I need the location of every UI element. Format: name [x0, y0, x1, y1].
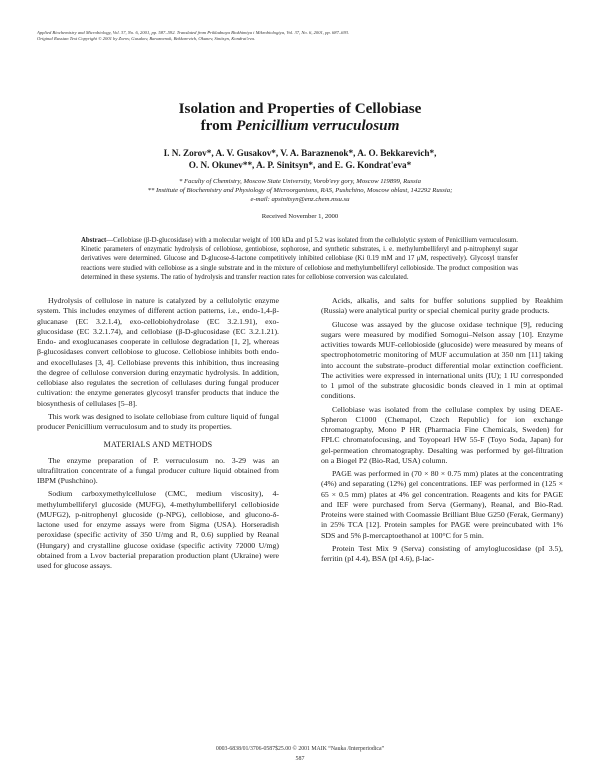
- methods-paragraph-3: Acids, alkalis, and salts for buffer solutions supplied by Reakhim (Russia) were analytical purity or special chemical purity grade products.: [321, 296, 563, 316]
- authors-line-2: O. N. Okunev**, A. P. Sinitsyn*, and E. G. Kondrat'eva*: [188, 160, 412, 170]
- methods-paragraph-7: Protein Test Mix 9 (Serva) consisting of amyloglucosidase (pI 3.5), ferritin (pI 4.4), BSA (pI 4.6), β-lac-: [321, 543, 563, 563]
- copyright-footer: 0003-6838/01/3706-0587$25.00 © 2001 MAIK “Nauka /Interperiodica”: [215, 746, 385, 752]
- paper-title: [0, 100, 600, 134]
- affiliation-2: ** Institute of Biochemistry and Physiology of Microorganisms, RAS, Pushchino, Moscow oblast, 142292 Russia;: [147, 187, 453, 194]
- affiliations: [0, 177, 600, 204]
- abstract: [81, 236, 518, 282]
- received-date: Received November 1, 2000: [261, 213, 339, 220]
- right-column: [321, 296, 563, 567]
- authors-line-1: I. N. Zorov*, A. V. Gusakov*, V. A. Baraznenok*, A. O. Bekkarevich*,: [163, 148, 437, 158]
- abstract-text: —Cellobiase (β-D-glucosidase) with a molecular weight of 100 kDa and pI 5.2 was isolated from the cellulolytic system of Penicillium verruculosum. Kinetic parameters of enzymatic hydrolysis of cellobiose, gentiobiose, sophorose, and synthetic substrates, i. e. methylumbelliferyl and p-nitrophenyl sugar derivatives were determined. Glucose and D-glucose-δ-lactone competitively inhibited cellobiase (Ki 0.19 mM and 17 μM, respectively). Glycosyl transfer reactions were studied with cellobiose as a single substrate and in the mixture of cellobiose and methylumbelliferyl cellobioside. The product composition was determined in these systems. The ratio of hydrolysis and transfer reaction rates for cellobiose conversion was calculated.: [81, 237, 518, 281]
- intro-paragraph-1: Hydrolysis of cellulose in nature is catalyzed by a cellulolytic enzyme system. This includes enzymes of different action patterns, i.e., endo-1,4-β-glucanase (EC 3.2.1.4), exo-cellobiohydrolase (EC 3.2.1.91), exo-glucosidase (EC 3.2.1.74), and cellobiase (β-D-glucosidase (EC 3.2.1.21). Endo- and exoglucanases cooperate in cellulose degradation [1, 2], whereas β-glucosidases convert cellobiose to glucose. Cellobiose inhibits both endo- and exocellulases [3, 4]. Cellobiase prevents this inhibition, thus increasing the degree of cellulose conversion during enzymatic hydrolysis. In addition, cellobiase also regulates the secretion of cellulases during fungal producer cultivation: the enzyme generates glycosyl transfer products that induce the biosynthesis of cellulases [5–8].: [37, 296, 279, 408]
- intro-paragraph-2: This work was designed to isolate cellobiase from culture liquid of fungal producer Penicillium verruculosum and to study its properties.: [37, 411, 279, 431]
- methods-paragraph-4: Glucose was assayed by the glucose oxidase technique [9], reducing sugars were measured by modified Somogui–Nelson assay [10]. Enzyme activities towards MUF-cellobioside (glucoside) were measured by means of spectrophotometric monitoring of MUF accumulation at 350 nm [11] taking into account the substrate–product differential molar extinction coefficient. The activities were expressed in international units (IU); 1 IU corresponded to 1 μmol of the substrate glucosidic bonds cleaved in 1 min at optimal conditions.: [321, 319, 563, 401]
- abstract-label: Abstract: [81, 237, 107, 244]
- title-line-2: [0, 117, 600, 134]
- affiliation-1: * Faculty of Chemistry, Moscow State University, Vorob'evy gory, Moscow 119899, Russia: [179, 178, 421, 185]
- title-line-2-prefix: from: [200, 117, 237, 134]
- journal-header: [37, 30, 567, 42]
- title-line-1: Isolation and Properties of Cellobiase: [178, 100, 422, 117]
- affiliation-email: e-mail: apsinitsyn@enz.chem.msu.su: [250, 196, 350, 203]
- title-species: Penicillium verruculosum: [236, 117, 400, 134]
- methods-paragraph-1: The enzyme preparation of P. verruculosum no. 3-29 was an ultrafiltration concentrate of a fungal producer culture liquid obtained from IBPM (Pushchino).: [37, 455, 279, 485]
- left-column: [37, 296, 279, 574]
- author-list: [0, 147, 600, 171]
- section-heading-methods: MATERIALS AND METHODS: [103, 440, 213, 450]
- methods-paragraph-6: PAGE was performed in (70 × 80 × 0.75 mm) plates at the concentrating (4%) and separating (12%) gel concentrations. IEF was performed in (125 × 65 × 0.5 mm) plates at 4% gel concentration. Reagents and kits for PAGE and IEF were purchased from Serva (Germany), Reanal, and Bio-Rad. Proteins were stained with Coomassie Brilliant Blue G250 (Ferak, Germany) in 25% TCA [12]. Protein samples for PAGE were preincubated with 1% SDS and 5% β-mercaptoethanol at 100°C for 5 min.: [321, 469, 563, 540]
- header-line-1: Applied Biochemistry and Microbiology, Vol. 37, No. 6, 2001, pp. 587–592. Translated from Prikladnaya Biokhimiya i Mikrobiologiya, Vol. 37, No. 6, 2001, pp. 687–693.: [37, 30, 350, 35]
- methods-paragraph-2: Sodium carboxymethylcellulose (CMC, medium viscosity), 4-methylumbelliferyl glucoside (MUFG), 4-methylumbelliferyl cellobioside (MUFG2), p-nitrophenyl glucoside (p-NPG), cellobiose, and glucono-δ-lactone used for enzyme assays were from Sigma (USA). Horseradish peroxidase (specific activity of 350 U/mg and R, 0.6) supplied by Reanal (Hungary) and crystalline glucose oxidase (specific activity 72000 U/mg) obtained from a Lvov bacterial preparation production plant (Ukraine) were used for glucose assays.: [37, 489, 279, 570]
- methods-paragraph-5: Cellobiase was isolated from the cellulase complex by using DEAE-Spheron C1000 (Chemapol, Czech Republic) for ion exchange chromatography, Mono P HR (Pharmacia Fine Chemicals, Sweden) for FPLC chromatofocusing, and Toyopearl HW 55-F (Toyo Soda, Japan) for gel-permeation chromatography. Desalting was performed by gel-filtration on a Biogel P2 (Bio-Rad, USA) column.: [321, 404, 563, 465]
- page-number: 587: [295, 756, 305, 762]
- header-line-2: Original Russian Text Copyright © 2001 by Zorov, Gusakov, Baraznenok, Bekkarevich, Okunev, Sinitsyn, Kondrat'eva.: [37, 36, 256, 42]
